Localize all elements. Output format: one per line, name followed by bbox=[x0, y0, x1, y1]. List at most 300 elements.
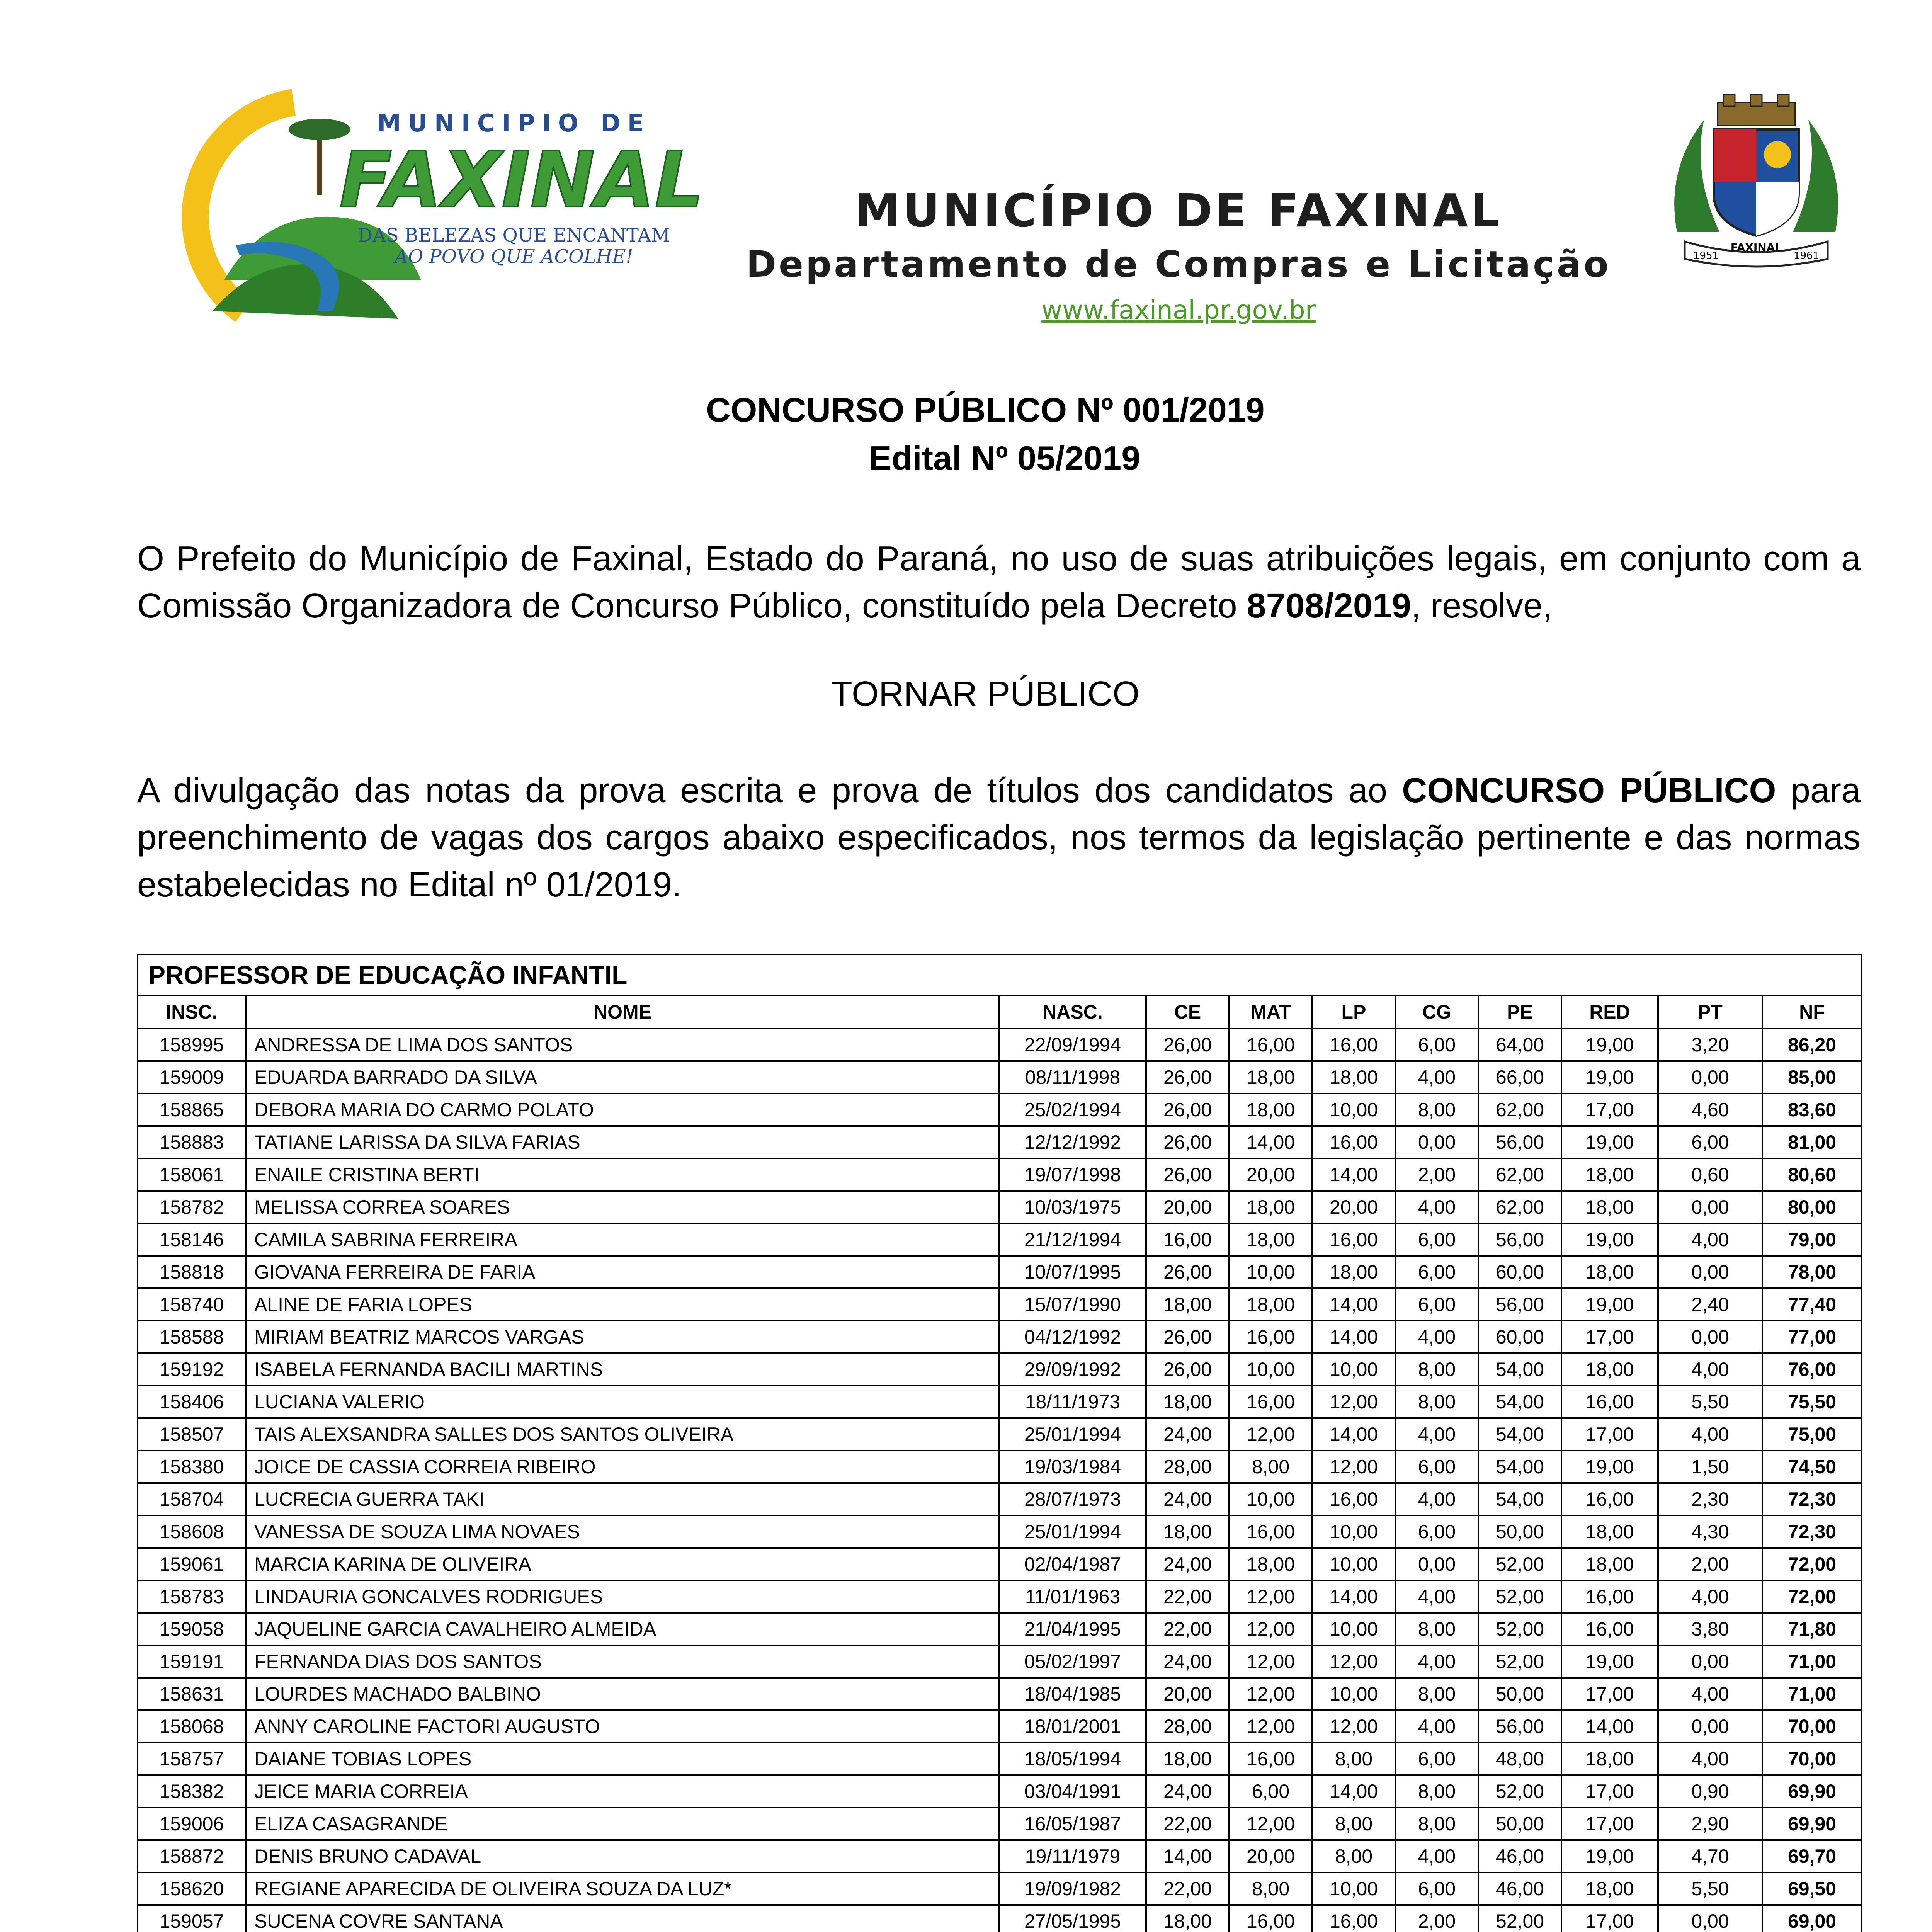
cell-cg: 6,00 bbox=[1395, 1256, 1478, 1288]
cell-pt: 2,00 bbox=[1658, 1548, 1762, 1580]
cell-lp: 14,00 bbox=[1312, 1288, 1395, 1321]
cell-pt: 2,40 bbox=[1658, 1288, 1762, 1321]
divulgacao-text-1: A divulgação das notas da prova escrita e prova de títulos dos candidatos ao bbox=[137, 771, 1402, 810]
cell-red: 16,00 bbox=[1561, 1580, 1658, 1613]
cell-ce: 28,00 bbox=[1146, 1710, 1229, 1743]
table-row bbox=[138, 1418, 1862, 1451]
cell-red: 17,00 bbox=[1561, 1321, 1658, 1353]
table-row bbox=[138, 1905, 1862, 1932]
cell-pt: 1,50 bbox=[1658, 1451, 1762, 1483]
cell-lp: 10,00 bbox=[1312, 1548, 1395, 1580]
cell-mat: 10,00 bbox=[1229, 1483, 1312, 1515]
cell-nf: 76,00 bbox=[1762, 1353, 1862, 1386]
cell-pt: 4,00 bbox=[1658, 1678, 1762, 1710]
cell-nome: REGIANE APARECIDA DE OLIVEIRA SOUZA DA LUZ* bbox=[246, 1872, 999, 1905]
cell-pe: 54,00 bbox=[1478, 1386, 1561, 1418]
cell-mat: 6,00 bbox=[1229, 1775, 1312, 1808]
cell-lp: 16,00 bbox=[1312, 1905, 1395, 1932]
cell-nasc: 10/07/1995 bbox=[999, 1256, 1146, 1288]
cell-ce: 18,00 bbox=[1146, 1386, 1229, 1418]
cell-pe: 66,00 bbox=[1478, 1061, 1561, 1094]
cell-insc: 158382 bbox=[138, 1775, 246, 1808]
cell-pe: 62,00 bbox=[1478, 1158, 1561, 1191]
banner-year-right: 1961 bbox=[1793, 250, 1820, 262]
cell-ce: 22,00 bbox=[1146, 1580, 1229, 1613]
cell-cg: 4,00 bbox=[1395, 1483, 1478, 1515]
cell-pe: 52,00 bbox=[1478, 1613, 1561, 1645]
cell-nasc: 18/04/1985 bbox=[999, 1678, 1146, 1710]
table-row bbox=[138, 1029, 1862, 1061]
cell-pe: 50,00 bbox=[1478, 1515, 1561, 1548]
municipality-title: MUNICÍPIO DE FAXINAL bbox=[854, 184, 1503, 237]
cell-mat: 18,00 bbox=[1229, 1191, 1312, 1223]
cell-pt: 4,70 bbox=[1658, 1840, 1762, 1872]
cell-cg: 8,00 bbox=[1395, 1353, 1478, 1386]
cell-lp: 10,00 bbox=[1312, 1094, 1395, 1126]
table-row bbox=[138, 1613, 1862, 1645]
cell-red: 16,00 bbox=[1561, 1613, 1658, 1645]
column-header-lp: LP bbox=[1312, 995, 1395, 1029]
cell-nome: LUCRECIA GUERRA TAKI bbox=[246, 1483, 999, 1515]
cell-pe: 52,00 bbox=[1478, 1580, 1561, 1613]
cell-pt: 4,00 bbox=[1658, 1580, 1762, 1613]
cell-pt: 3,80 bbox=[1658, 1613, 1762, 1645]
table-row bbox=[138, 1872, 1862, 1905]
cell-mat: 12,00 bbox=[1229, 1613, 1312, 1645]
cell-nasc: 25/02/1994 bbox=[999, 1094, 1146, 1126]
cell-pt: 0,90 bbox=[1658, 1775, 1762, 1808]
cell-ce: 26,00 bbox=[1146, 1256, 1229, 1288]
cell-cg: 4,00 bbox=[1395, 1840, 1478, 1872]
cell-lp: 20,00 bbox=[1312, 1191, 1395, 1223]
cell-ce: 24,00 bbox=[1146, 1483, 1229, 1515]
cell-red: 17,00 bbox=[1561, 1418, 1658, 1451]
cell-nf: 75,00 bbox=[1762, 1418, 1862, 1451]
cell-ce: 24,00 bbox=[1146, 1645, 1229, 1678]
cell-nf: 77,00 bbox=[1762, 1321, 1862, 1353]
cell-red: 17,00 bbox=[1561, 1678, 1658, 1710]
cell-pe: 54,00 bbox=[1478, 1353, 1561, 1386]
cell-pe: 46,00 bbox=[1478, 1872, 1561, 1905]
cell-cg: 8,00 bbox=[1395, 1678, 1478, 1710]
cell-pe: 52,00 bbox=[1478, 1645, 1561, 1678]
cell-lp: 8,00 bbox=[1312, 1808, 1395, 1840]
faxinal-municipal-logo bbox=[166, 79, 707, 327]
cell-nasc: 02/04/1987 bbox=[999, 1548, 1146, 1580]
cell-red: 19,00 bbox=[1561, 1645, 1658, 1678]
cell-insc: 159192 bbox=[138, 1353, 246, 1386]
cell-nome: ANDRESSA DE LIMA DOS SANTOS bbox=[246, 1029, 999, 1061]
cell-mat: 16,00 bbox=[1229, 1321, 1312, 1353]
cell-insc: 158588 bbox=[138, 1321, 246, 1353]
cell-pt: 4,00 bbox=[1658, 1353, 1762, 1386]
table-row bbox=[138, 1808, 1862, 1840]
cell-cg: 4,00 bbox=[1395, 1321, 1478, 1353]
cell-pt: 0,00 bbox=[1658, 1061, 1762, 1094]
cell-mat: 12,00 bbox=[1229, 1580, 1312, 1613]
cell-mat: 16,00 bbox=[1229, 1743, 1312, 1775]
cell-red: 18,00 bbox=[1561, 1743, 1658, 1775]
table-row bbox=[138, 1386, 1862, 1418]
cell-nasc: 25/01/1994 bbox=[999, 1418, 1146, 1451]
logo-slogan-line-1: DAS BELEZAS QUE ENCANTAM bbox=[357, 224, 670, 246]
cell-lp: 10,00 bbox=[1312, 1678, 1395, 1710]
cell-nf: 80,60 bbox=[1762, 1158, 1862, 1191]
cell-pt: 0,00 bbox=[1658, 1710, 1762, 1743]
cell-mat: 10,00 bbox=[1229, 1256, 1312, 1288]
cell-nf: 71,00 bbox=[1762, 1645, 1862, 1678]
cell-nf: 72,00 bbox=[1762, 1580, 1862, 1613]
cell-nome: MARCIA KARINA DE OLIVEIRA bbox=[246, 1548, 999, 1580]
cell-cg: 6,00 bbox=[1395, 1223, 1478, 1256]
table-row bbox=[138, 1451, 1862, 1483]
edital-title: Edital Nº 05/2019 bbox=[869, 439, 1141, 477]
concurso-publico-bold: CONCURSO PÚBLICO bbox=[1402, 771, 1776, 810]
cell-insc: 158068 bbox=[138, 1710, 246, 1743]
cell-ce: 20,00 bbox=[1146, 1191, 1229, 1223]
cell-nasc: 11/01/1963 bbox=[999, 1580, 1146, 1613]
table-title-row bbox=[138, 954, 1862, 995]
cell-lp: 16,00 bbox=[1312, 1483, 1395, 1515]
cell-pt: 4,60 bbox=[1658, 1094, 1762, 1126]
cell-nome: FERNANDA DIAS DOS SANTOS bbox=[246, 1645, 999, 1678]
cell-cg: 4,00 bbox=[1395, 1710, 1478, 1743]
cell-insc: 158608 bbox=[138, 1515, 246, 1548]
cell-nf: 69,90 bbox=[1762, 1808, 1862, 1840]
cell-pt: 4,30 bbox=[1658, 1515, 1762, 1548]
table-row bbox=[138, 1710, 1862, 1743]
cell-pt: 0,00 bbox=[1658, 1321, 1762, 1353]
cell-ce: 24,00 bbox=[1146, 1775, 1229, 1808]
cell-red: 14,00 bbox=[1561, 1710, 1658, 1743]
table-row bbox=[138, 1256, 1862, 1288]
cell-cg: 4,00 bbox=[1395, 1191, 1478, 1223]
cell-mat: 8,00 bbox=[1229, 1872, 1312, 1905]
cell-mat: 12,00 bbox=[1229, 1678, 1312, 1710]
cell-red: 19,00 bbox=[1561, 1029, 1658, 1061]
column-header-nasc: NASC. bbox=[999, 995, 1146, 1029]
cell-ce: 22,00 bbox=[1146, 1872, 1229, 1905]
cell-insc: 158380 bbox=[138, 1451, 246, 1483]
column-header-pe: PE bbox=[1478, 995, 1561, 1029]
cell-nasc: 04/12/1992 bbox=[999, 1321, 1146, 1353]
cell-pt: 0,00 bbox=[1658, 1256, 1762, 1288]
cell-red: 19,00 bbox=[1561, 1126, 1658, 1158]
table-row bbox=[138, 1840, 1862, 1872]
table-row bbox=[138, 1515, 1862, 1548]
cell-nome: JAQUELINE GARCIA CAVALHEIRO ALMEIDA bbox=[246, 1613, 999, 1645]
cell-nasc: 15/07/1990 bbox=[999, 1288, 1146, 1321]
table-row bbox=[138, 1548, 1862, 1580]
cell-pt: 4,00 bbox=[1658, 1743, 1762, 1775]
cell-nf: 75,50 bbox=[1762, 1386, 1862, 1418]
cell-nome: MELISSA CORREA SOARES bbox=[246, 1191, 999, 1223]
cell-pe: 62,00 bbox=[1478, 1191, 1561, 1223]
cell-mat: 8,00 bbox=[1229, 1451, 1312, 1483]
cell-red: 18,00 bbox=[1561, 1256, 1658, 1288]
cell-nome: DEBORA MARIA DO CARMO POLATO bbox=[246, 1094, 999, 1126]
cell-nasc: 10/03/1975 bbox=[999, 1191, 1146, 1223]
cell-lp: 18,00 bbox=[1312, 1256, 1395, 1288]
cell-cg: 0,00 bbox=[1395, 1548, 1478, 1580]
cell-lp: 14,00 bbox=[1312, 1580, 1395, 1613]
cell-ce: 26,00 bbox=[1146, 1094, 1229, 1126]
cell-insc: 158783 bbox=[138, 1580, 246, 1613]
table-row bbox=[138, 1288, 1862, 1321]
cell-red: 18,00 bbox=[1561, 1158, 1658, 1191]
cell-nasc: 03/04/1991 bbox=[999, 1775, 1146, 1808]
cell-nome: JEICE MARIA CORREIA bbox=[246, 1775, 999, 1808]
cell-nasc: 19/03/1984 bbox=[999, 1451, 1146, 1483]
cell-red: 17,00 bbox=[1561, 1094, 1658, 1126]
cell-mat: 16,00 bbox=[1229, 1386, 1312, 1418]
table-row bbox=[138, 1353, 1862, 1386]
results-table bbox=[137, 954, 1862, 1932]
cell-insc: 159191 bbox=[138, 1645, 246, 1678]
cell-pe: 54,00 bbox=[1478, 1451, 1561, 1483]
cell-lp: 10,00 bbox=[1312, 1872, 1395, 1905]
cell-insc: 158620 bbox=[138, 1872, 246, 1905]
cell-nasc: 21/12/1994 bbox=[999, 1223, 1146, 1256]
cell-nf: 71,80 bbox=[1762, 1613, 1862, 1645]
cell-nf: 69,00 bbox=[1762, 1905, 1862, 1932]
cell-insc: 158757 bbox=[138, 1743, 246, 1775]
cell-pt: 5,50 bbox=[1658, 1872, 1762, 1905]
cell-insc: 158995 bbox=[138, 1029, 246, 1061]
cell-lp: 18,00 bbox=[1312, 1061, 1395, 1094]
department-title: Departamento de Compras e Licitação bbox=[746, 243, 1611, 286]
banner-name-text: FAXINAL bbox=[1730, 241, 1782, 254]
cell-pe: 56,00 bbox=[1478, 1223, 1561, 1256]
cell-pt: 4,00 bbox=[1658, 1223, 1762, 1256]
concurso-title: CONCURSO PÚBLICO Nº 001/2019 bbox=[706, 391, 1265, 429]
cell-pe: 52,00 bbox=[1478, 1548, 1561, 1580]
cell-nasc: 08/11/1998 bbox=[999, 1061, 1146, 1094]
cell-nf: 70,00 bbox=[1762, 1710, 1862, 1743]
cell-cg: 8,00 bbox=[1395, 1775, 1478, 1808]
cell-insc: 158740 bbox=[138, 1288, 246, 1321]
cell-nome: GIOVANA FERREIRA DE FARIA bbox=[246, 1256, 999, 1288]
cell-pe: 52,00 bbox=[1478, 1775, 1561, 1808]
table-row bbox=[138, 1678, 1862, 1710]
intro-paragraph bbox=[137, 535, 1861, 629]
cell-nome: ANNY CAROLINE FACTORI AUGUSTO bbox=[246, 1710, 999, 1743]
cell-ce: 18,00 bbox=[1146, 1288, 1229, 1321]
cell-red: 19,00 bbox=[1561, 1223, 1658, 1256]
cell-cg: 6,00 bbox=[1395, 1451, 1478, 1483]
cell-cg: 0,00 bbox=[1395, 1126, 1478, 1158]
cell-nome: JOICE DE CASSIA CORREIA RIBEIRO bbox=[246, 1451, 999, 1483]
cell-ce: 16,00 bbox=[1146, 1223, 1229, 1256]
cell-red: 19,00 bbox=[1561, 1288, 1658, 1321]
cell-nf: 69,70 bbox=[1762, 1840, 1862, 1872]
cell-nome: ENAILE CRISTINA BERTI bbox=[246, 1158, 999, 1191]
cell-ce: 22,00 bbox=[1146, 1613, 1229, 1645]
cell-nf: 74,50 bbox=[1762, 1451, 1862, 1483]
cell-red: 18,00 bbox=[1561, 1872, 1658, 1905]
cell-pe: 52,00 bbox=[1478, 1905, 1561, 1932]
cell-mat: 14,00 bbox=[1229, 1126, 1312, 1158]
cell-nf: 69,50 bbox=[1762, 1872, 1862, 1905]
cell-nf: 80,00 bbox=[1762, 1191, 1862, 1223]
cell-nome: ALINE DE FARIA LOPES bbox=[246, 1288, 999, 1321]
column-header-mat: MAT bbox=[1229, 995, 1312, 1029]
cell-nome: CAMILA SABRINA FERREIRA bbox=[246, 1223, 999, 1256]
cell-lp: 16,00 bbox=[1312, 1029, 1395, 1061]
cell-nasc: 19/11/1979 bbox=[999, 1840, 1146, 1872]
cell-nf: 72,30 bbox=[1762, 1483, 1862, 1515]
table-row bbox=[138, 1061, 1862, 1094]
cell-insc: 158507 bbox=[138, 1418, 246, 1451]
cell-nasc: 12/12/1992 bbox=[999, 1126, 1146, 1158]
cell-nasc: 05/02/1997 bbox=[999, 1645, 1146, 1678]
cell-insc: 159009 bbox=[138, 1061, 246, 1094]
tornar-publico-heading: TORNAR PÚBLICO bbox=[831, 675, 1140, 713]
cell-insc: 158865 bbox=[138, 1094, 246, 1126]
cell-ce: 28,00 bbox=[1146, 1451, 1229, 1483]
cell-mat: 12,00 bbox=[1229, 1418, 1312, 1451]
cell-nf: 86,20 bbox=[1762, 1029, 1862, 1061]
cell-ce: 22,00 bbox=[1146, 1808, 1229, 1840]
website-link[interactable]: www.faxinal.pr.gov.br bbox=[1041, 295, 1316, 325]
cell-ce: 18,00 bbox=[1146, 1743, 1229, 1775]
cell-nf: 72,00 bbox=[1762, 1548, 1862, 1580]
table-row bbox=[138, 1158, 1862, 1191]
cell-nome: ELIZA CASAGRANDE bbox=[246, 1808, 999, 1840]
cell-mat: 16,00 bbox=[1229, 1029, 1312, 1061]
cell-nasc: 28/07/1973 bbox=[999, 1483, 1146, 1515]
cell-lp: 10,00 bbox=[1312, 1515, 1395, 1548]
cell-lp: 16,00 bbox=[1312, 1223, 1395, 1256]
cell-cg: 6,00 bbox=[1395, 1029, 1478, 1061]
cell-pe: 56,00 bbox=[1478, 1288, 1561, 1321]
cell-nome: TATIANE LARISSA DA SILVA FARIAS bbox=[246, 1126, 999, 1158]
cell-nome: VANESSA DE SOUZA LIMA NOVAES bbox=[246, 1515, 999, 1548]
cell-cg: 8,00 bbox=[1395, 1386, 1478, 1418]
cell-mat: 12,00 bbox=[1229, 1645, 1312, 1678]
cell-mat: 18,00 bbox=[1229, 1223, 1312, 1256]
cell-nasc: 19/09/1982 bbox=[999, 1872, 1146, 1905]
column-header-insc: INSC. bbox=[138, 995, 246, 1029]
cell-lp: 8,00 bbox=[1312, 1840, 1395, 1872]
header-text-block bbox=[657, 182, 1700, 328]
cell-ce: 26,00 bbox=[1146, 1029, 1229, 1061]
table-row bbox=[138, 1321, 1862, 1353]
cell-cg: 6,00 bbox=[1395, 1872, 1478, 1905]
cell-ce: 24,00 bbox=[1146, 1418, 1229, 1451]
cell-insc: 158631 bbox=[138, 1678, 246, 1710]
cell-cg: 4,00 bbox=[1395, 1418, 1478, 1451]
divulgacao-paragraph bbox=[137, 767, 1861, 908]
cell-pe: 50,00 bbox=[1478, 1808, 1561, 1840]
cell-lp: 12,00 bbox=[1312, 1451, 1395, 1483]
shield-sun-shape bbox=[1764, 141, 1791, 168]
cell-lp: 10,00 bbox=[1312, 1613, 1395, 1645]
cell-nasc: 19/07/1998 bbox=[999, 1158, 1146, 1191]
shield-red-quarter bbox=[1714, 129, 1756, 182]
cell-pt: 0,00 bbox=[1658, 1905, 1762, 1932]
cell-cg: 6,00 bbox=[1395, 1515, 1478, 1548]
cell-insc: 158782 bbox=[138, 1191, 246, 1223]
cell-pt: 2,30 bbox=[1658, 1483, 1762, 1515]
cell-lp: 14,00 bbox=[1312, 1158, 1395, 1191]
cell-nasc: 18/01/2001 bbox=[999, 1710, 1146, 1743]
cell-pe: 54,00 bbox=[1478, 1483, 1561, 1515]
cell-nome: LUCIANA VALERIO bbox=[246, 1386, 999, 1418]
cell-nome: LOURDES MACHADO BALBINO bbox=[246, 1678, 999, 1710]
cell-pe: 54,00 bbox=[1478, 1418, 1561, 1451]
cell-cg: 2,00 bbox=[1395, 1905, 1478, 1932]
cell-lp: 12,00 bbox=[1312, 1710, 1395, 1743]
column-header-nf: NF bbox=[1762, 995, 1862, 1029]
cell-insc: 158406 bbox=[138, 1386, 246, 1418]
cell-cg: 6,00 bbox=[1395, 1288, 1478, 1321]
cell-pt: 3,20 bbox=[1658, 1029, 1762, 1061]
cell-red: 17,00 bbox=[1561, 1808, 1658, 1840]
cell-nasc: 27/05/1995 bbox=[999, 1905, 1146, 1932]
cell-lp: 14,00 bbox=[1312, 1321, 1395, 1353]
cell-insc: 158872 bbox=[138, 1840, 246, 1872]
cell-nf: 85,00 bbox=[1762, 1061, 1862, 1094]
table-row bbox=[138, 1743, 1862, 1775]
cell-cg: 4,00 bbox=[1395, 1645, 1478, 1678]
cell-mat: 12,00 bbox=[1229, 1808, 1312, 1840]
cell-ce: 26,00 bbox=[1146, 1126, 1229, 1158]
cell-cg: 8,00 bbox=[1395, 1808, 1478, 1840]
cell-nf: 78,00 bbox=[1762, 1256, 1862, 1288]
cell-insc: 158146 bbox=[138, 1223, 246, 1256]
cell-mat: 16,00 bbox=[1229, 1905, 1312, 1932]
cell-red: 18,00 bbox=[1561, 1548, 1658, 1580]
cell-mat: 16,00 bbox=[1229, 1515, 1312, 1548]
cell-mat: 18,00 bbox=[1229, 1288, 1312, 1321]
cell-red: 18,00 bbox=[1561, 1191, 1658, 1223]
cell-lp: 12,00 bbox=[1312, 1645, 1395, 1678]
table-row bbox=[138, 1775, 1862, 1808]
cell-cg: 2,00 bbox=[1395, 1158, 1478, 1191]
cell-red: 18,00 bbox=[1561, 1515, 1658, 1548]
cell-nome: SUCENA COVRE SANTANA bbox=[246, 1905, 999, 1932]
logo-slogan-line-2: AO POVO QUE ACOLHE! bbox=[395, 246, 633, 267]
intro-text-2: , resolve, bbox=[1411, 587, 1553, 625]
cell-lp: 12,00 bbox=[1312, 1386, 1395, 1418]
cell-insc: 159058 bbox=[138, 1613, 246, 1645]
column-header-nome: NOME bbox=[246, 995, 999, 1029]
cell-red: 19,00 bbox=[1561, 1451, 1658, 1483]
cell-nome: MIRIAM BEATRIZ MARCOS VARGAS bbox=[246, 1321, 999, 1353]
cell-mat: 20,00 bbox=[1229, 1840, 1312, 1872]
cell-nome: TAIS ALEXSANDRA SALLES DOS SANTOS OLIVEIRA bbox=[246, 1418, 999, 1451]
column-header-ce: CE bbox=[1146, 995, 1229, 1029]
cell-pt: 0,00 bbox=[1658, 1645, 1762, 1678]
cell-insc: 158883 bbox=[138, 1126, 246, 1158]
cell-cg: 6,00 bbox=[1395, 1743, 1478, 1775]
coat-of-arms-icon bbox=[1662, 93, 1851, 274]
cell-nasc: 29/09/1992 bbox=[999, 1353, 1146, 1386]
cell-ce: 26,00 bbox=[1146, 1061, 1229, 1094]
cell-cg: 4,00 bbox=[1395, 1580, 1478, 1613]
column-header-pt: PT bbox=[1658, 995, 1762, 1029]
cell-red: 16,00 bbox=[1561, 1483, 1658, 1515]
cell-pe: 46,00 bbox=[1478, 1840, 1561, 1872]
cell-mat: 12,00 bbox=[1229, 1710, 1312, 1743]
cell-lp: 10,00 bbox=[1312, 1353, 1395, 1386]
cell-red: 17,00 bbox=[1561, 1775, 1658, 1808]
cell-pe: 60,00 bbox=[1478, 1321, 1561, 1353]
cell-nasc: 18/11/1973 bbox=[999, 1386, 1146, 1418]
cell-nome: DENIS BRUNO CADAVAL bbox=[246, 1840, 999, 1872]
table-row bbox=[138, 1191, 1862, 1223]
